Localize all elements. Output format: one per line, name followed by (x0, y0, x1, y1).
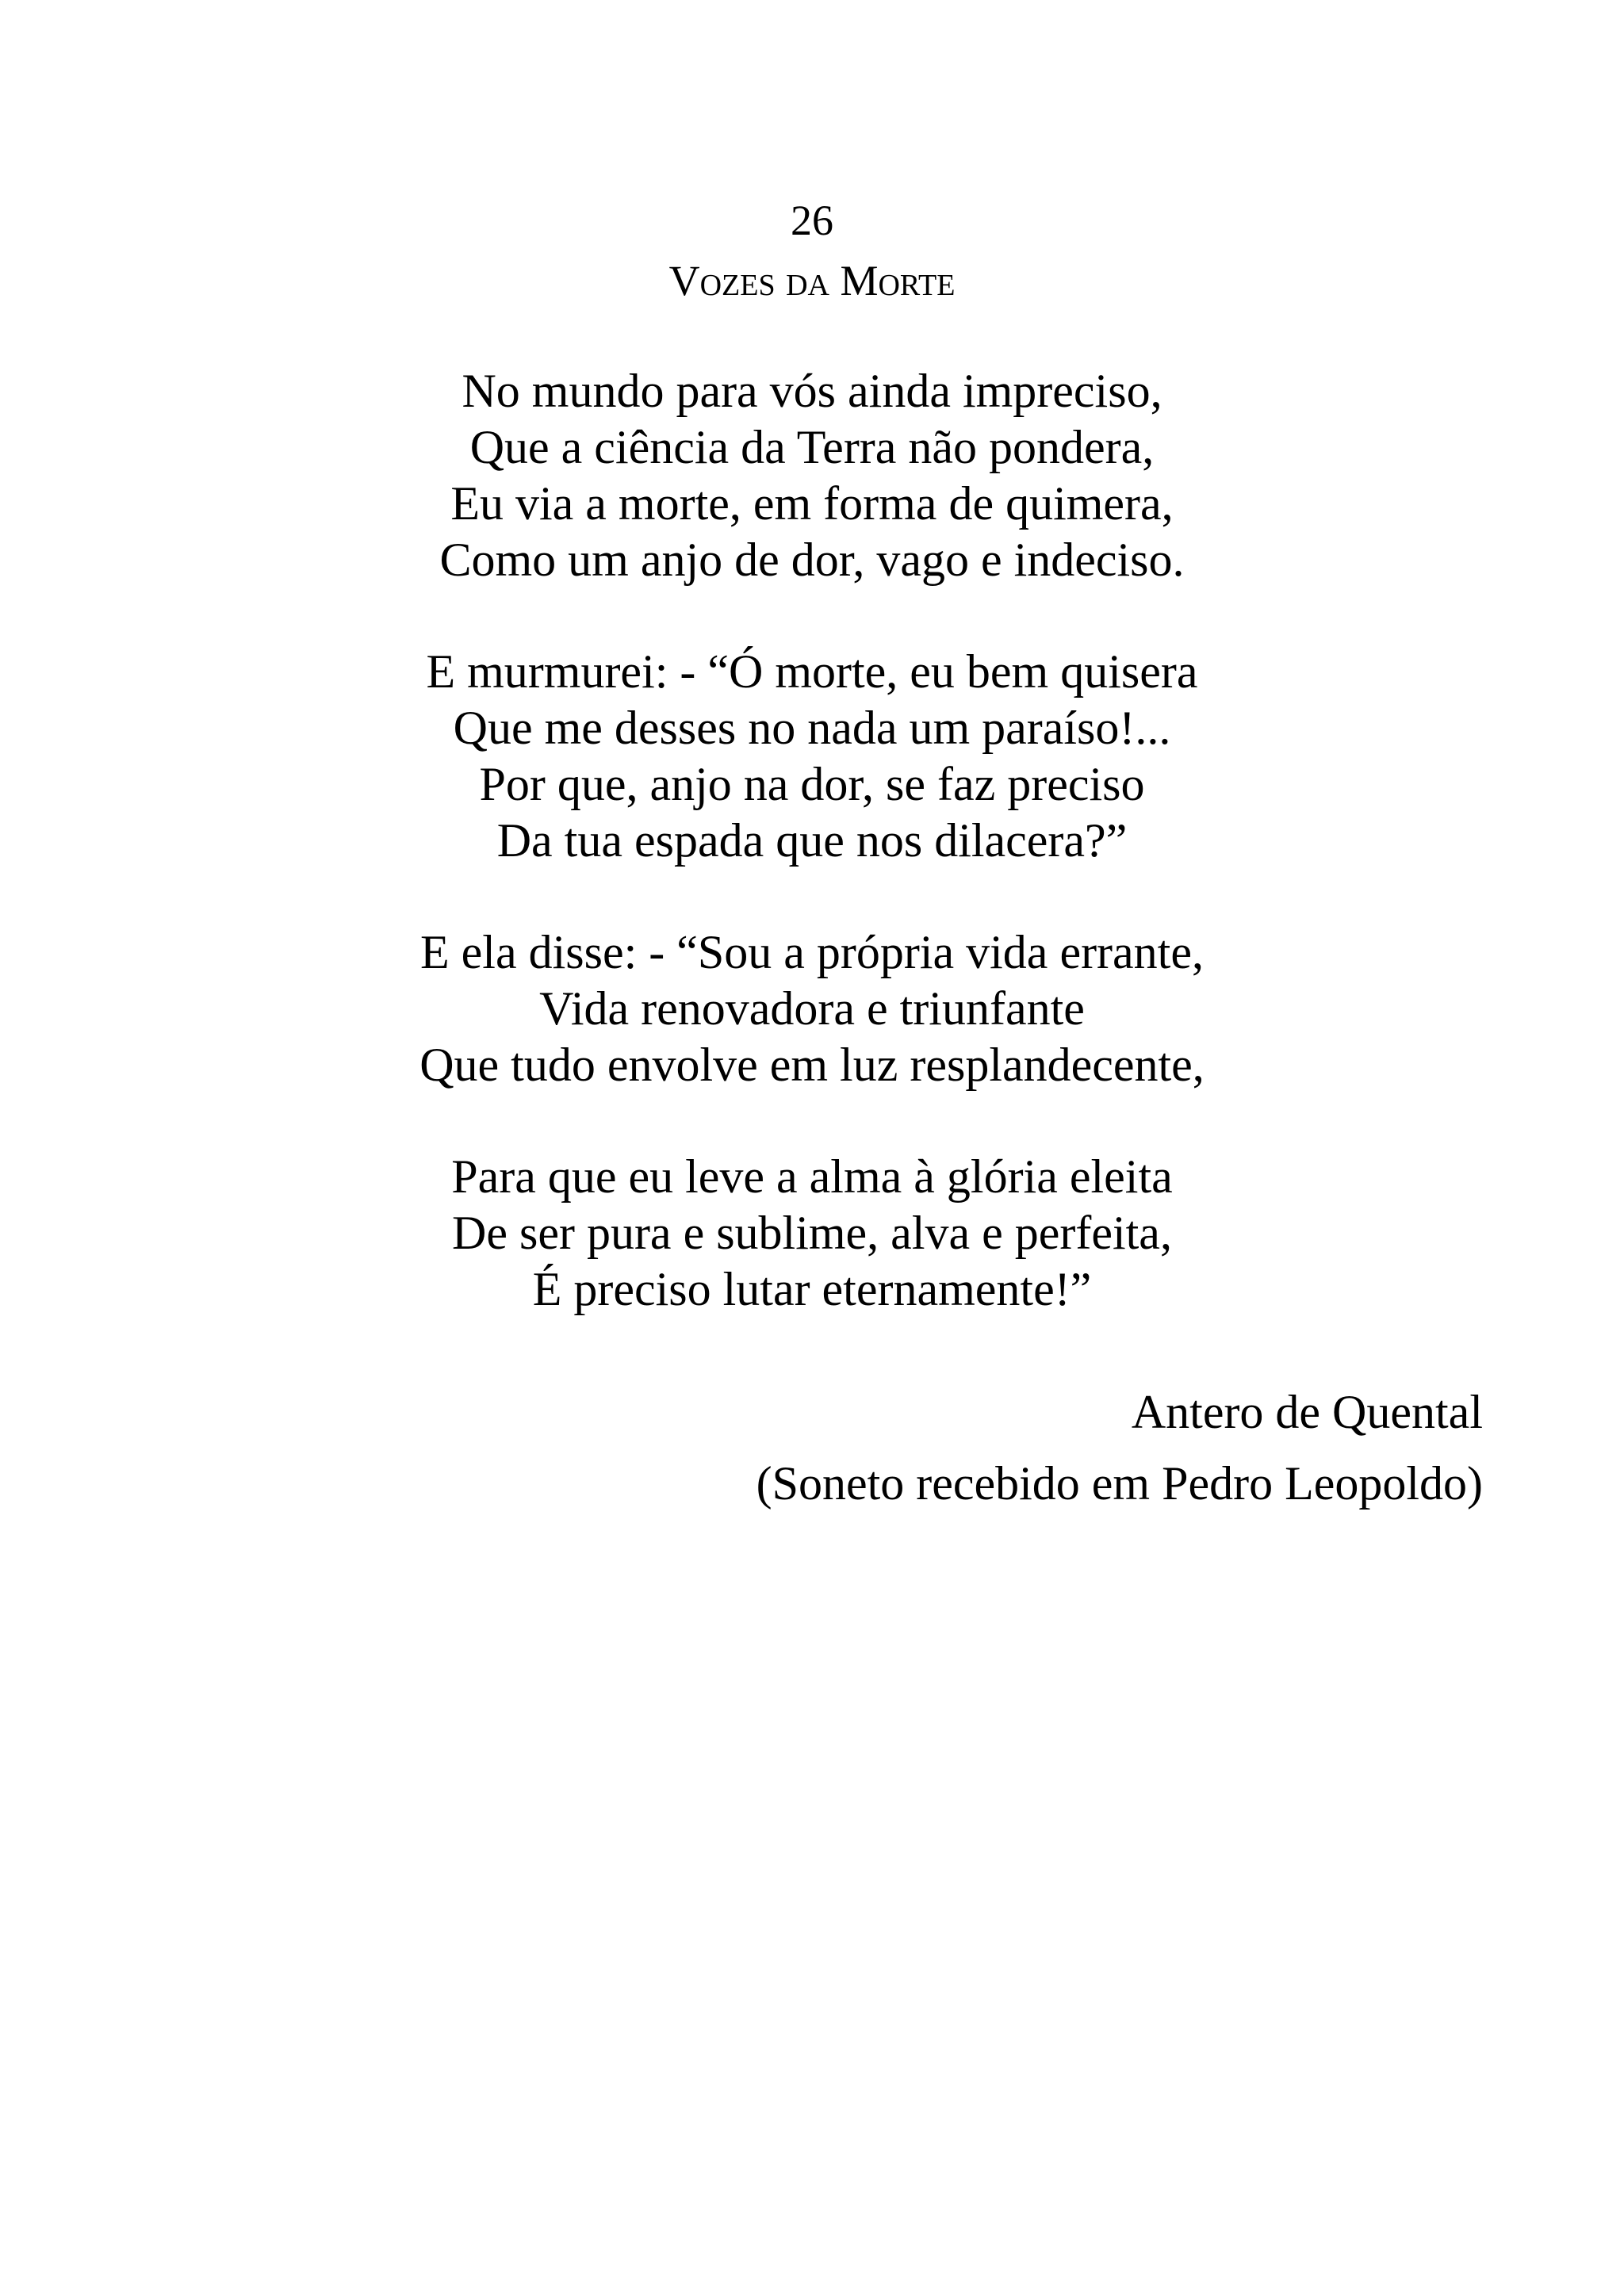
poem-line: No mundo para vós ainda impreciso, (462, 365, 1162, 417)
poem-body (0, 363, 1624, 1373)
poem-line: Para que eu leve a alma à glória eleita (451, 1150, 1173, 1203)
poem-line: Por que, anjo na dor, se faz preciso (479, 758, 1145, 810)
poem-line: É preciso lutar eternamente!” (532, 1263, 1092, 1315)
poem-line: Que a ciência da Terra não pondera, (469, 421, 1155, 473)
poem-line: E murmurei: - “Ó morte, eu bem quisera (426, 645, 1198, 698)
poem-line: Como um anjo de dor, vago e indeciso. (439, 534, 1185, 586)
poem-line: Eu via a morte, em forma de quimera, (450, 477, 1174, 530)
stanza-1 (0, 363, 1624, 588)
poem-line: De ser pura e sublime, alva e perfeita, (452, 1207, 1172, 1259)
attribution (756, 1376, 1483, 1519)
stanza-2 (0, 644, 1624, 869)
poem-line: Da tua espada que nos dilacera?” (496, 814, 1128, 867)
poem-line: Vida renovadora e triunfante (539, 982, 1085, 1035)
stanza-3 (0, 924, 1624, 1093)
source-note: (Soneto recebido em Pedro Leopoldo) (756, 1457, 1483, 1510)
poem-line: E ela disse: - “Sou a própria vida errante, (420, 926, 1204, 978)
author-name: Antero de Quental (1131, 1386, 1483, 1438)
poem-line: Que tudo envolve em luz resplandecente, (419, 1039, 1205, 1091)
stanza-4 (0, 1149, 1624, 1318)
page-number: 26 (791, 197, 833, 244)
poem-title: Vozes da Morte (668, 257, 956, 304)
poem-line: Que me desses no nada um paraíso!... (453, 702, 1171, 754)
